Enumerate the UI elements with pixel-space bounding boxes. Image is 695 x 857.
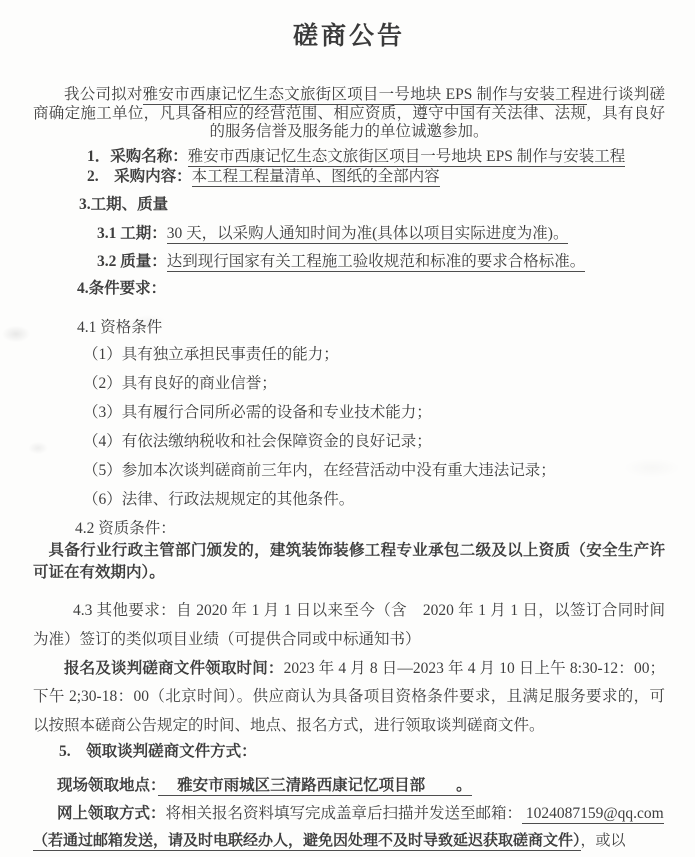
intro-text-pre: 我公司拟对 bbox=[64, 86, 143, 103]
section-4-3-paragraph bbox=[33, 596, 665, 654]
qualification-item: （4）有依法缴纳税收和社会保障资金的良好记录； bbox=[83, 432, 432, 450]
section-4-3-label: 4.3 其他要求： bbox=[73, 601, 177, 619]
procurement-name-item bbox=[87, 147, 665, 167]
procurement-content-item bbox=[87, 167, 665, 187]
online-pickup-item bbox=[57, 803, 665, 825]
procurement-name-label: 1．采购名称： bbox=[87, 147, 188, 165]
duration-item bbox=[97, 223, 665, 244]
section-4-2-heading: 4.2 资质条件： bbox=[75, 519, 176, 537]
duration-value: 30 天，以采购人通知时间为准(具体以项目实际进度为准)。 bbox=[166, 224, 569, 242]
qualification-item: （3）具有履行合同所必需的设备和专业技术能力； bbox=[83, 403, 432, 421]
onsite-pickup-address: 雅安市雨城区三清路西康记忆项目部 。 bbox=[157, 777, 472, 794]
onsite-pickup-label: 现场领取地点： bbox=[57, 777, 158, 794]
quality-value: 达到现行国家有关工程施工验收规范和标准的要求合格标准。 bbox=[166, 252, 586, 270]
intro-paragraph bbox=[33, 86, 665, 142]
procurement-content-value: 本工程工程量清单、图纸的全部内容 bbox=[191, 167, 440, 185]
registration-time-body: 2023 年 4 月 8 日—2023 年 4 月 10 日上午 8:30-12：00；下午 2;30-18：00（北京时间）。供应商认为具备项目资格条件要求，且满足服务要求的，可以按照本磋商公告规定的时间、地点、报名方式，进行领取谈判磋商文件。 bbox=[33, 659, 665, 734]
registration-time-paragraph bbox=[33, 655, 665, 741]
intro-text-post: 进行谈判磋商确定施工单位，凡具备相应的经营范围、相应资质，遵守中国有关法律、法规，具有良好的服务信誉及服务能力的单位诚邀参加。 bbox=[33, 86, 665, 140]
quality-label: 3.2 质量： bbox=[97, 252, 167, 270]
qualification-item: （5）参加本次谈判磋商前三年内，在经营活动中没有重大违法记录； bbox=[83, 461, 556, 479]
online-pickup-email: 1024087159@qq.com bbox=[522, 805, 664, 822]
online-pickup-label: 网上领取方式： bbox=[57, 805, 166, 822]
page-title: 磋商公告 bbox=[292, 23, 405, 50]
qualification-item: （2）具有良好的商业信誉； bbox=[83, 374, 277, 392]
email-note-tail: ，或以 bbox=[580, 833, 626, 849]
section-3-heading: 3.工期、质量 bbox=[79, 195, 169, 213]
registration-time-label: 报名及谈判磋商文件领取时间： bbox=[64, 659, 284, 677]
quality-item bbox=[97, 251, 665, 272]
online-pickup-body: 将相关报名资料填写完成盖章后扫描并发送至邮箱： bbox=[165, 805, 523, 822]
procurement-name-value: 雅安市西康记忆生态文旅街区项目一号地块 EPS 制作与安装工程 bbox=[187, 147, 626, 165]
procurement-content-label: 2. 采购内容： bbox=[87, 167, 192, 185]
qualification-item: （1）具有独立承担民事责任的能力； bbox=[83, 345, 339, 363]
duration-label: 3.1 工期： bbox=[97, 224, 167, 242]
email-note-bold: （若通过邮箱发送，请及时电联经办人，避免因处理不及时导致延迟获取磋商文件） bbox=[33, 833, 581, 849]
email-note-paragraph bbox=[33, 831, 665, 852]
section-4-2-body: 具备行业行政主管部门颁发的，建筑装饰装修工程专业承包二级及以上资质（安全生产许可证在有效期内）。 bbox=[33, 541, 665, 581]
qualification-item: （6）法律、行政法规规定的其他条件。 bbox=[83, 490, 355, 508]
intro-project-name: 雅安市西康记忆生态文旅街区项目一号地块 EPS 制作与安装工程 bbox=[142, 86, 587, 103]
section-4-3-body: 自 2020 年 1 月 1 日以来至今（含 2020 年 1 月 1 日，以签订合同时间为准）签订的类似项目业绩（可提供合同或中标通知书） bbox=[33, 601, 665, 648]
onsite-pickup-item bbox=[57, 775, 665, 797]
section-4-heading: 4.条件要求： bbox=[77, 279, 167, 297]
section-5-heading: 5. 领取谈判磋商文件方式： bbox=[59, 743, 257, 760]
section-4-1-heading: 4.1 资格条件 bbox=[77, 318, 163, 336]
